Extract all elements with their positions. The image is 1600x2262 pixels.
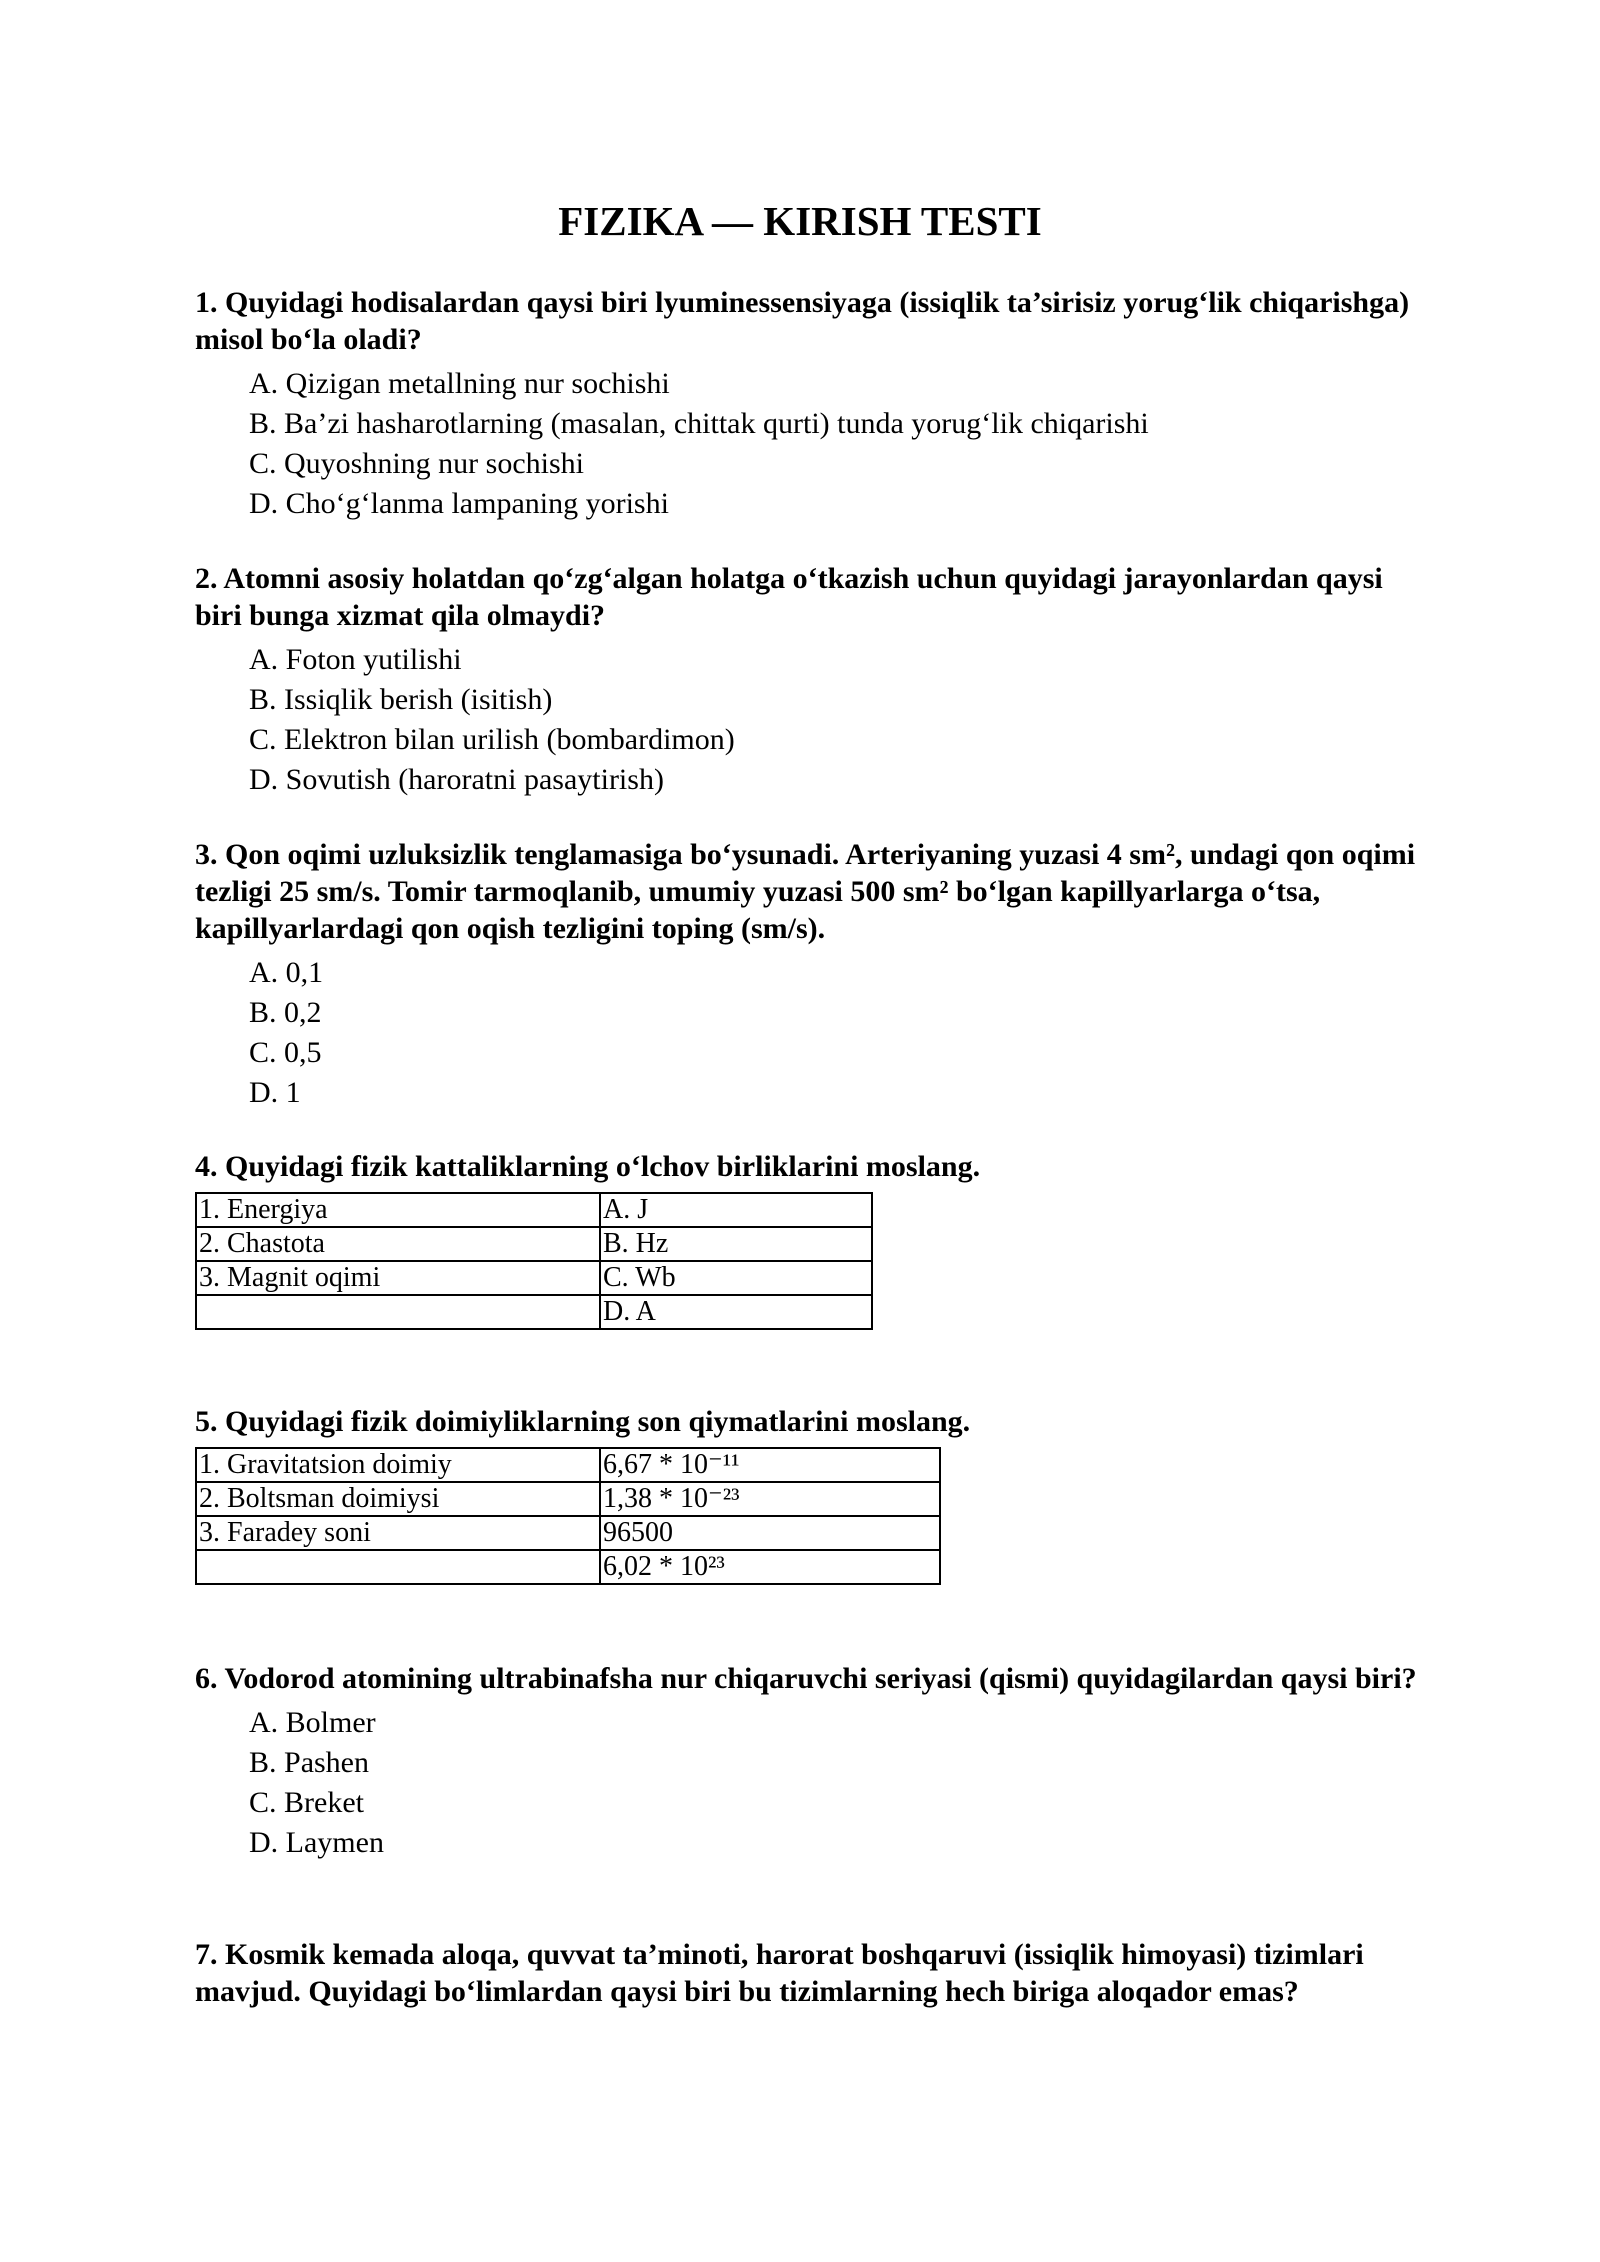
option-d: D. Laymen bbox=[249, 1826, 384, 1859]
answer-options bbox=[195, 1703, 1425, 1863]
answer-options bbox=[195, 364, 1425, 524]
table-cell: C. Wb bbox=[600, 1261, 872, 1295]
table-cell: 1. Gravitatsion doimiy bbox=[196, 1448, 600, 1482]
table-cell bbox=[196, 1550, 600, 1584]
table-row bbox=[196, 1193, 872, 1227]
question-text: 2. Atomni asosiy holatdan qo‘zg‘algan holatga o‘tkazish uchun quyidagi jarayonlardan qaysi biri bunga xizmat qila olmaydi? bbox=[195, 562, 1383, 632]
table-cell: 96500 bbox=[600, 1516, 940, 1550]
table-cell: 3. Faradey soni bbox=[196, 1516, 600, 1550]
question-5 bbox=[195, 1403, 1425, 1585]
option-c: C. Elektron bilan urilish (bombardimon) bbox=[249, 723, 735, 756]
table-row bbox=[196, 1516, 940, 1550]
table-cell: 2. Chastota bbox=[196, 1227, 600, 1261]
question-2 bbox=[195, 560, 1425, 800]
question-4 bbox=[195, 1148, 1425, 1330]
option-d: D. Sovutish (haroratni pasaytirish) bbox=[249, 763, 664, 796]
option-b: B. Issiqlik berish (isitish) bbox=[249, 683, 553, 716]
table-cell: A. J bbox=[600, 1193, 872, 1227]
option-a: A. Qizigan metallning nur sochishi bbox=[249, 367, 670, 400]
option-c: C. 0,5 bbox=[249, 1036, 322, 1069]
question-text: 4. Quyidagi fizik kattaliklarning o‘lchov birliklarini moslang. bbox=[195, 1150, 981, 1183]
table-cell bbox=[196, 1295, 600, 1329]
table-cell: 1,38 * 10⁻²³ bbox=[600, 1482, 940, 1516]
table-cell: 6,67 * 10⁻¹¹ bbox=[600, 1448, 940, 1482]
question-text: 5. Quyidagi fizik doimiyliklarning son qiymatlarini moslang. bbox=[195, 1405, 971, 1438]
table-cell: 3. Magnit oqimi bbox=[196, 1261, 600, 1295]
option-b: B. Ba’zi hasharotlarning (masalan, chittak qurti) tunda yorug‘lik chiqarishi bbox=[249, 407, 1149, 440]
question-3 bbox=[195, 836, 1425, 1113]
matching-table bbox=[195, 1447, 941, 1585]
option-d: D. 1 bbox=[249, 1076, 301, 1109]
option-a: A. Foton yutilishi bbox=[249, 643, 462, 676]
question-text: 3. Qon oqimi uzluksizlik tenglamasiga bo‘ysunadi. Arteriyaning yuzasi 4 sm², undagi qon oqimi tezligi 25 sm/s. Tomir tarmoqlanib, umumiy yuzasi 500 sm² bo‘lgan kapillyarlarga o‘tsa, kapillyarlardagi qon oqish tezligini toping (sm/s). bbox=[195, 838, 1416, 945]
question-text: 6. Vodorod atomining ultrabinafsha nur chiqaruvchi seriyasi (qismi) quyidagilardan qaysi biri? bbox=[195, 1662, 1417, 1695]
option-c: C. Quyoshning nur sochishi bbox=[249, 447, 585, 480]
table-cell: D. A bbox=[600, 1295, 872, 1329]
table-cell: 1. Energiya bbox=[196, 1193, 600, 1227]
option-a: A. Bolmer bbox=[249, 1706, 376, 1739]
page-title: FIZIKA — KIRISH TESTI bbox=[558, 198, 1042, 244]
option-b: B. 0,2 bbox=[249, 996, 322, 1029]
question-6 bbox=[195, 1660, 1425, 1863]
question-1 bbox=[195, 284, 1425, 524]
table-row bbox=[196, 1295, 872, 1329]
answer-options bbox=[195, 953, 1425, 1113]
table-row bbox=[196, 1550, 940, 1584]
question-7 bbox=[195, 1936, 1425, 2010]
table-row bbox=[196, 1261, 872, 1295]
option-c: C. Breket bbox=[249, 1786, 364, 1819]
matching-table bbox=[195, 1192, 873, 1330]
table-cell: 2. Boltsman doimiysi bbox=[196, 1482, 600, 1516]
question-text: 7. Kosmik kemada aloqa, quvvat ta’minoti, harorat boshqaruvi (issiqlik himoyasi) tizimlari mavjud. Quyidagi bo‘limlardan qaysi biri bu tizimlarning hech biriga aloqador emas? bbox=[195, 1938, 1364, 2008]
table-row bbox=[196, 1482, 940, 1516]
option-b: B. Pashen bbox=[249, 1746, 369, 1779]
table-cell: 6,02 * 10²³ bbox=[600, 1550, 940, 1584]
answer-options bbox=[195, 640, 1425, 800]
option-d: D. Cho‘g‘lanma lampaning yorishi bbox=[249, 487, 669, 520]
table-cell: B. Hz bbox=[600, 1227, 872, 1261]
question-text: 1. Quyidagi hodisalardan qaysi biri lyuminessensiyaga (issiqlik ta’sirisiz yorug‘lik chiqarishga) misol bo‘la oladi? bbox=[195, 286, 1410, 356]
option-a: A. 0,1 bbox=[249, 956, 324, 989]
table-row bbox=[196, 1227, 872, 1261]
table-row bbox=[196, 1448, 940, 1482]
